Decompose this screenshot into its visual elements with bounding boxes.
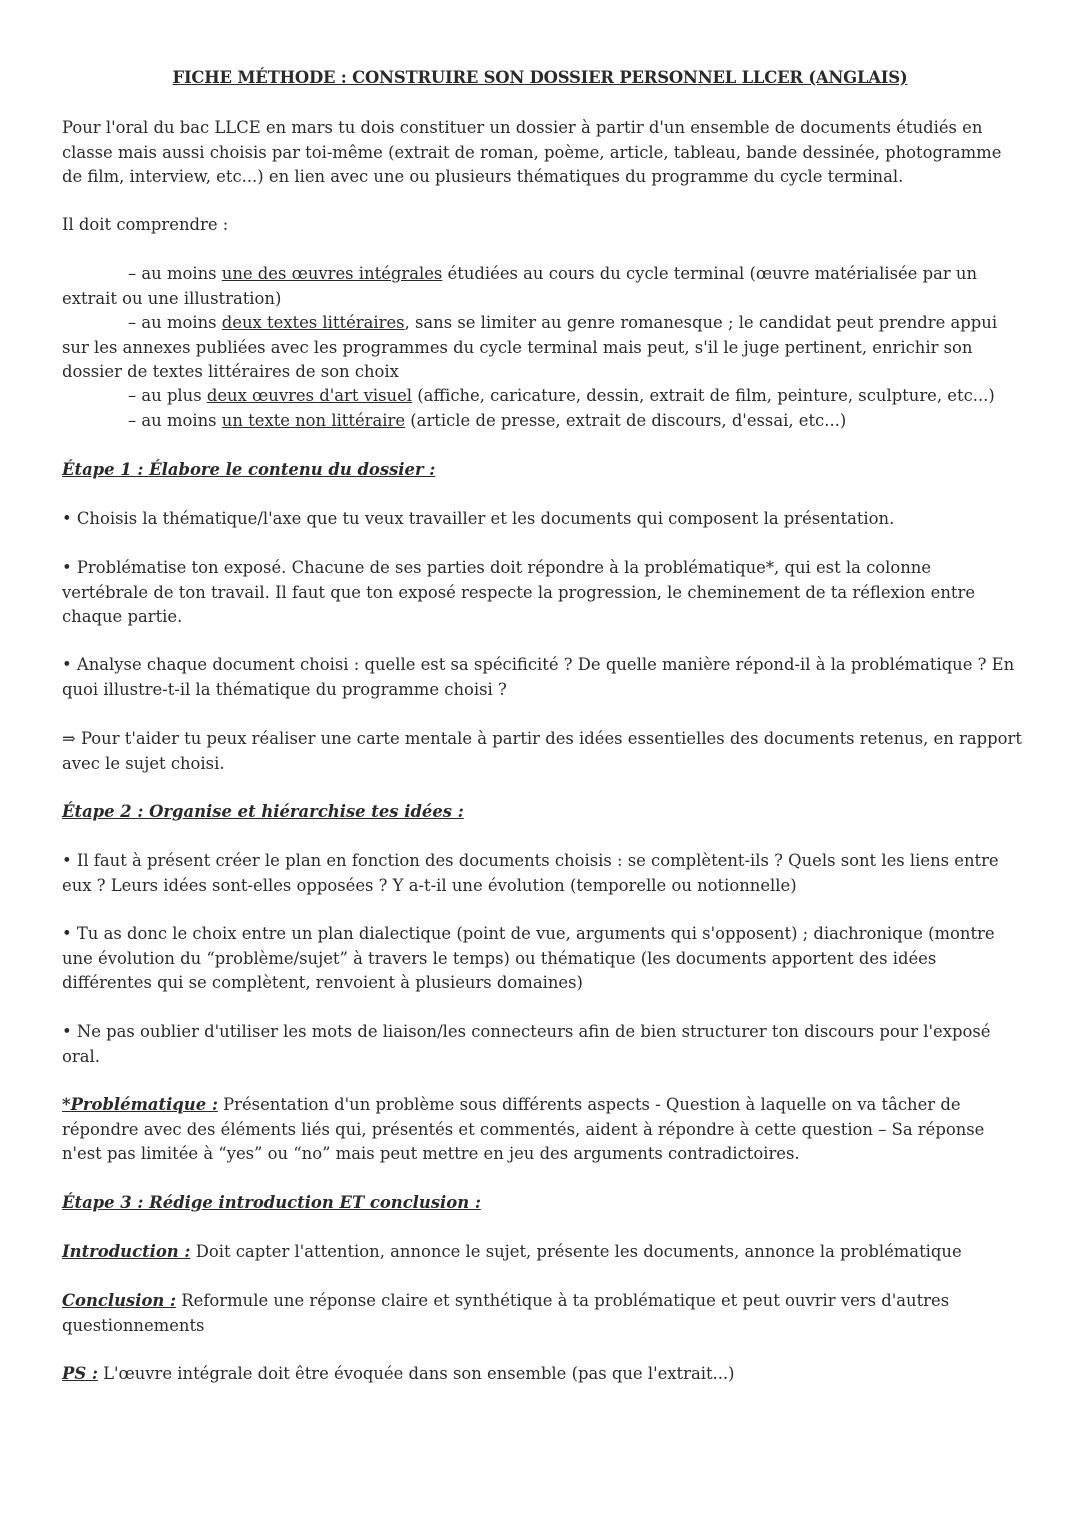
requirement-item bbox=[62, 409, 1022, 434]
requirement-item bbox=[62, 384, 1022, 409]
intro-paragraph: Pour l'oral du bac LLCE en mars tu dois constituer un dossier à partir d'un ensemble de documents étudiés en classe mais aussi choisis par toi-même (extrait de roman, poème, article, tableau, bande dessinée, photogramme de film, interview, etc...) en lien avec une ou plusieurs thématiques du programme du cycle terminal. bbox=[62, 118, 1002, 186]
problematique-label: *Problématique : bbox=[62, 1095, 218, 1114]
requirement-prefix: – au moins bbox=[128, 411, 222, 430]
requirement-prefix: – au moins bbox=[128, 264, 222, 283]
step2-point: • Il faut à présent créer le plan en fonction des documents choisis : se complètent-ils ? Quels sont les liens entre eux ? Leurs idées sont-elles opposées ? Y a-t-il une évolution (temporelle ou notionnelle) bbox=[62, 851, 999, 895]
step2-point: • Tu as donc le choix entre un plan dialectique (point de vue, arguments qui s'opposent) ; diachronique (montre une évolution du “problème/sujet” à travers le temps) ou thématique (les documents apportent des idées différentes qui se complètent, renvoient à plusieurs domaines) bbox=[62, 924, 995, 992]
step1-tip: ⇒ Pour t'aider tu peux réaliser une carte mentale à partir des idées essentielles des documents retenus, en rapport avec le sujet choisi. bbox=[62, 729, 1022, 773]
step2-point: • Ne pas oublier d'utiliser les mots de liaison/les connecteurs afin de bien structurer ton discours pour l'exposé oral. bbox=[62, 1022, 991, 1066]
introduction-text: Doit capter l'attention, annonce le sujet, présente les documents, annonce la problématique bbox=[190, 1242, 962, 1261]
step1-point: • Analyse chaque document choisi : quelle est sa spécificité ? De quelle manière répond-il à la problématique ? En quoi illustre-t-il la thématique du programme choisi ? bbox=[62, 655, 1015, 699]
step1-point: • Choisis la thématique/l'axe que tu veux travailler et les documents qui composent la présentation. bbox=[62, 509, 895, 528]
requirement-highlight: deux œuvres d'art visuel bbox=[206, 386, 413, 405]
ps-text: L'œuvre intégrale doit être évoquée dans son ensemble (pas que l'extrait...) bbox=[97, 1364, 735, 1383]
problematique-text: Présentation d'un problème sous différents aspects - Question à laquelle on va tâcher de répondre avec des éléments liés qui, présentés et commentés, aident à répondre à cette question – Sa réponse n'est pas limitée à “yes” ou “no” mais peut mettre en jeu des arguments contradictoires. bbox=[62, 1095, 985, 1163]
step1-heading: Étape 1 : Élabore le contenu du dossier : bbox=[62, 460, 436, 479]
ps-paragraph bbox=[62, 1362, 1022, 1387]
requirements-lead: Il doit comprendre : bbox=[62, 215, 229, 234]
requirement-detail: , sans se limiter au genre romanesque ; le candidat peut prendre appui sur les annexes publiées avec les programmes du cycle terminal mais peut, s'il le juge pertinent, enrichir son dossier de textes littéraires de son choix bbox=[62, 313, 998, 381]
requirement-prefix: – au moins bbox=[128, 313, 222, 332]
problematique-note bbox=[62, 1093, 1022, 1167]
ps-label: PS : bbox=[62, 1364, 98, 1383]
requirement-prefix: – au plus bbox=[128, 386, 207, 405]
requirement-item bbox=[62, 262, 1022, 311]
requirement-item bbox=[62, 311, 1022, 385]
step1-point: • Problématise ton exposé. Chacune de ses parties doit répondre à la problématique*, qui est la colonne vertébrale de ton travail. Il faut que ton exposé respecte la progression, le cheminement de ta réflexion entre chaque partie. bbox=[62, 558, 976, 626]
introduction-paragraph bbox=[62, 1240, 1022, 1265]
page-title: FICHE MÉTHODE : CONSTRUIRE SON DOSSIER PERSONNEL LLCER (ANGLAIS) bbox=[172, 68, 908, 87]
requirement-detail: étudiées au cours du cycle terminal (œuvre matérialisée par un extrait ou une illustration) bbox=[62, 264, 978, 308]
conclusion-paragraph bbox=[62, 1289, 1022, 1338]
requirement-detail: (article de presse, extrait de discours, d'essai, etc...) bbox=[405, 411, 847, 430]
conclusion-label: Conclusion : bbox=[62, 1291, 177, 1310]
conclusion-text: Reformule une réponse claire et synthétique à ta problématique et peut ouvrir vers d'autres questionnements bbox=[62, 1291, 950, 1335]
step3-heading: Étape 3 : Rédige introduction ET conclusion : bbox=[62, 1193, 481, 1212]
introduction-label: Introduction : bbox=[62, 1242, 191, 1261]
requirement-highlight: une des œuvres intégrales bbox=[221, 264, 443, 283]
requirement-highlight: deux textes littéraires bbox=[221, 313, 405, 332]
requirement-detail: (affiche, caricature, dessin, extrait de film, peinture, sculpture, etc...) bbox=[412, 386, 995, 405]
step2-heading: Étape 2 : Organise et hiérarchise tes idées : bbox=[62, 802, 464, 821]
requirement-highlight: un texte non littéraire bbox=[221, 411, 406, 430]
